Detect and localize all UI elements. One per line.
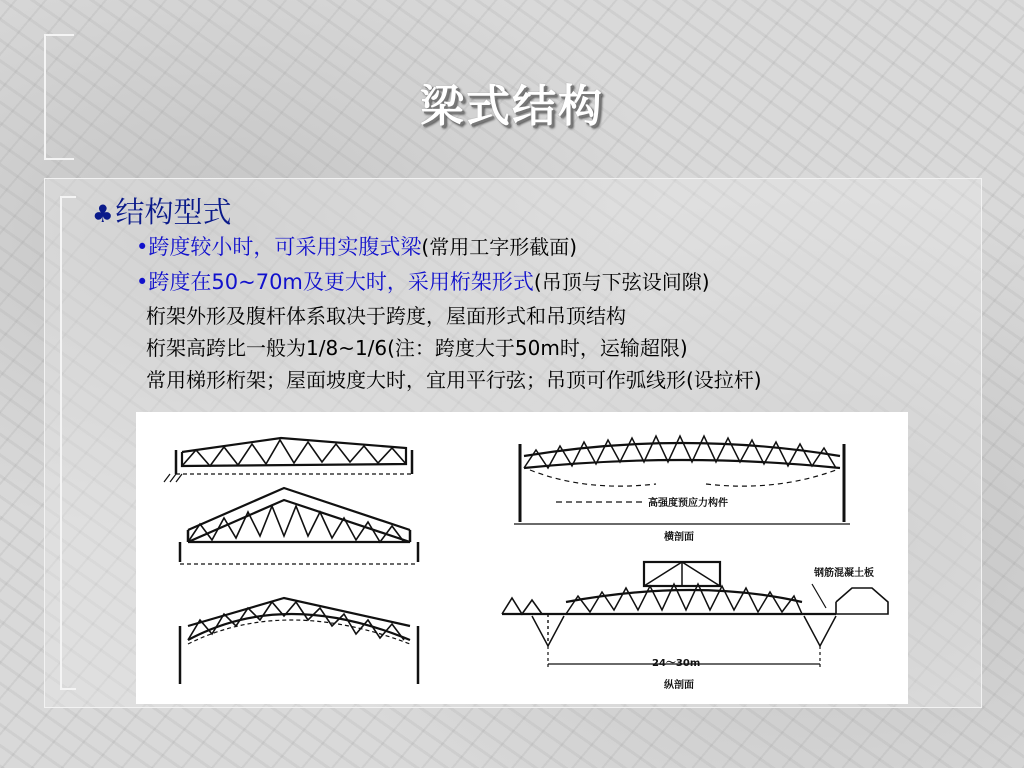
bullet-item-2-note: (吊顶与下弦设间隙): [533, 270, 710, 294]
bullet-item-1-note: (常用工字形截面): [421, 235, 577, 259]
label-cross-section: 横剖面: [664, 532, 694, 543]
bullet-item-2: [136, 266, 710, 296]
truss-figure: [136, 412, 908, 704]
label-prestressed: 高强度预应力构件: [648, 498, 728, 509]
label-span: 24～30m: [652, 658, 701, 669]
bullet-item-1: [136, 231, 577, 261]
bullet-dot-icon: •: [136, 270, 149, 294]
truss-drawings: [136, 412, 908, 704]
panel-decoration: [60, 196, 76, 690]
section-heading: [92, 190, 232, 231]
text-line-1: 桁架外形及腹杆体系取决于跨度，屋面形式和吊顶结构: [146, 304, 626, 328]
club-icon: ♣: [92, 200, 114, 228]
label-longitudinal-section: 纵剖面: [664, 680, 694, 691]
text-line-3: 常用梯形桁架；屋面坡度大时，宜用平行弦；吊顶可作弧线形(设拉杆): [146, 368, 762, 392]
bullet-dot-icon: •: [136, 235, 149, 259]
label-slab: 钢筋混凝土板: [814, 568, 874, 579]
text-line-2: 桁架高跨比一般为1/8~1/6(注：跨度大于50m时，运输超限): [146, 336, 688, 360]
section-heading-text: 结构型式: [115, 195, 232, 229]
slide-title: 梁式结构: [420, 81, 604, 132]
bullet-item-2-main: 跨度在50~70m及更大时，采用桁架形式: [148, 270, 534, 294]
bullet-item-1-main: 跨度较小时，可采用实腹式梁: [148, 235, 422, 259]
